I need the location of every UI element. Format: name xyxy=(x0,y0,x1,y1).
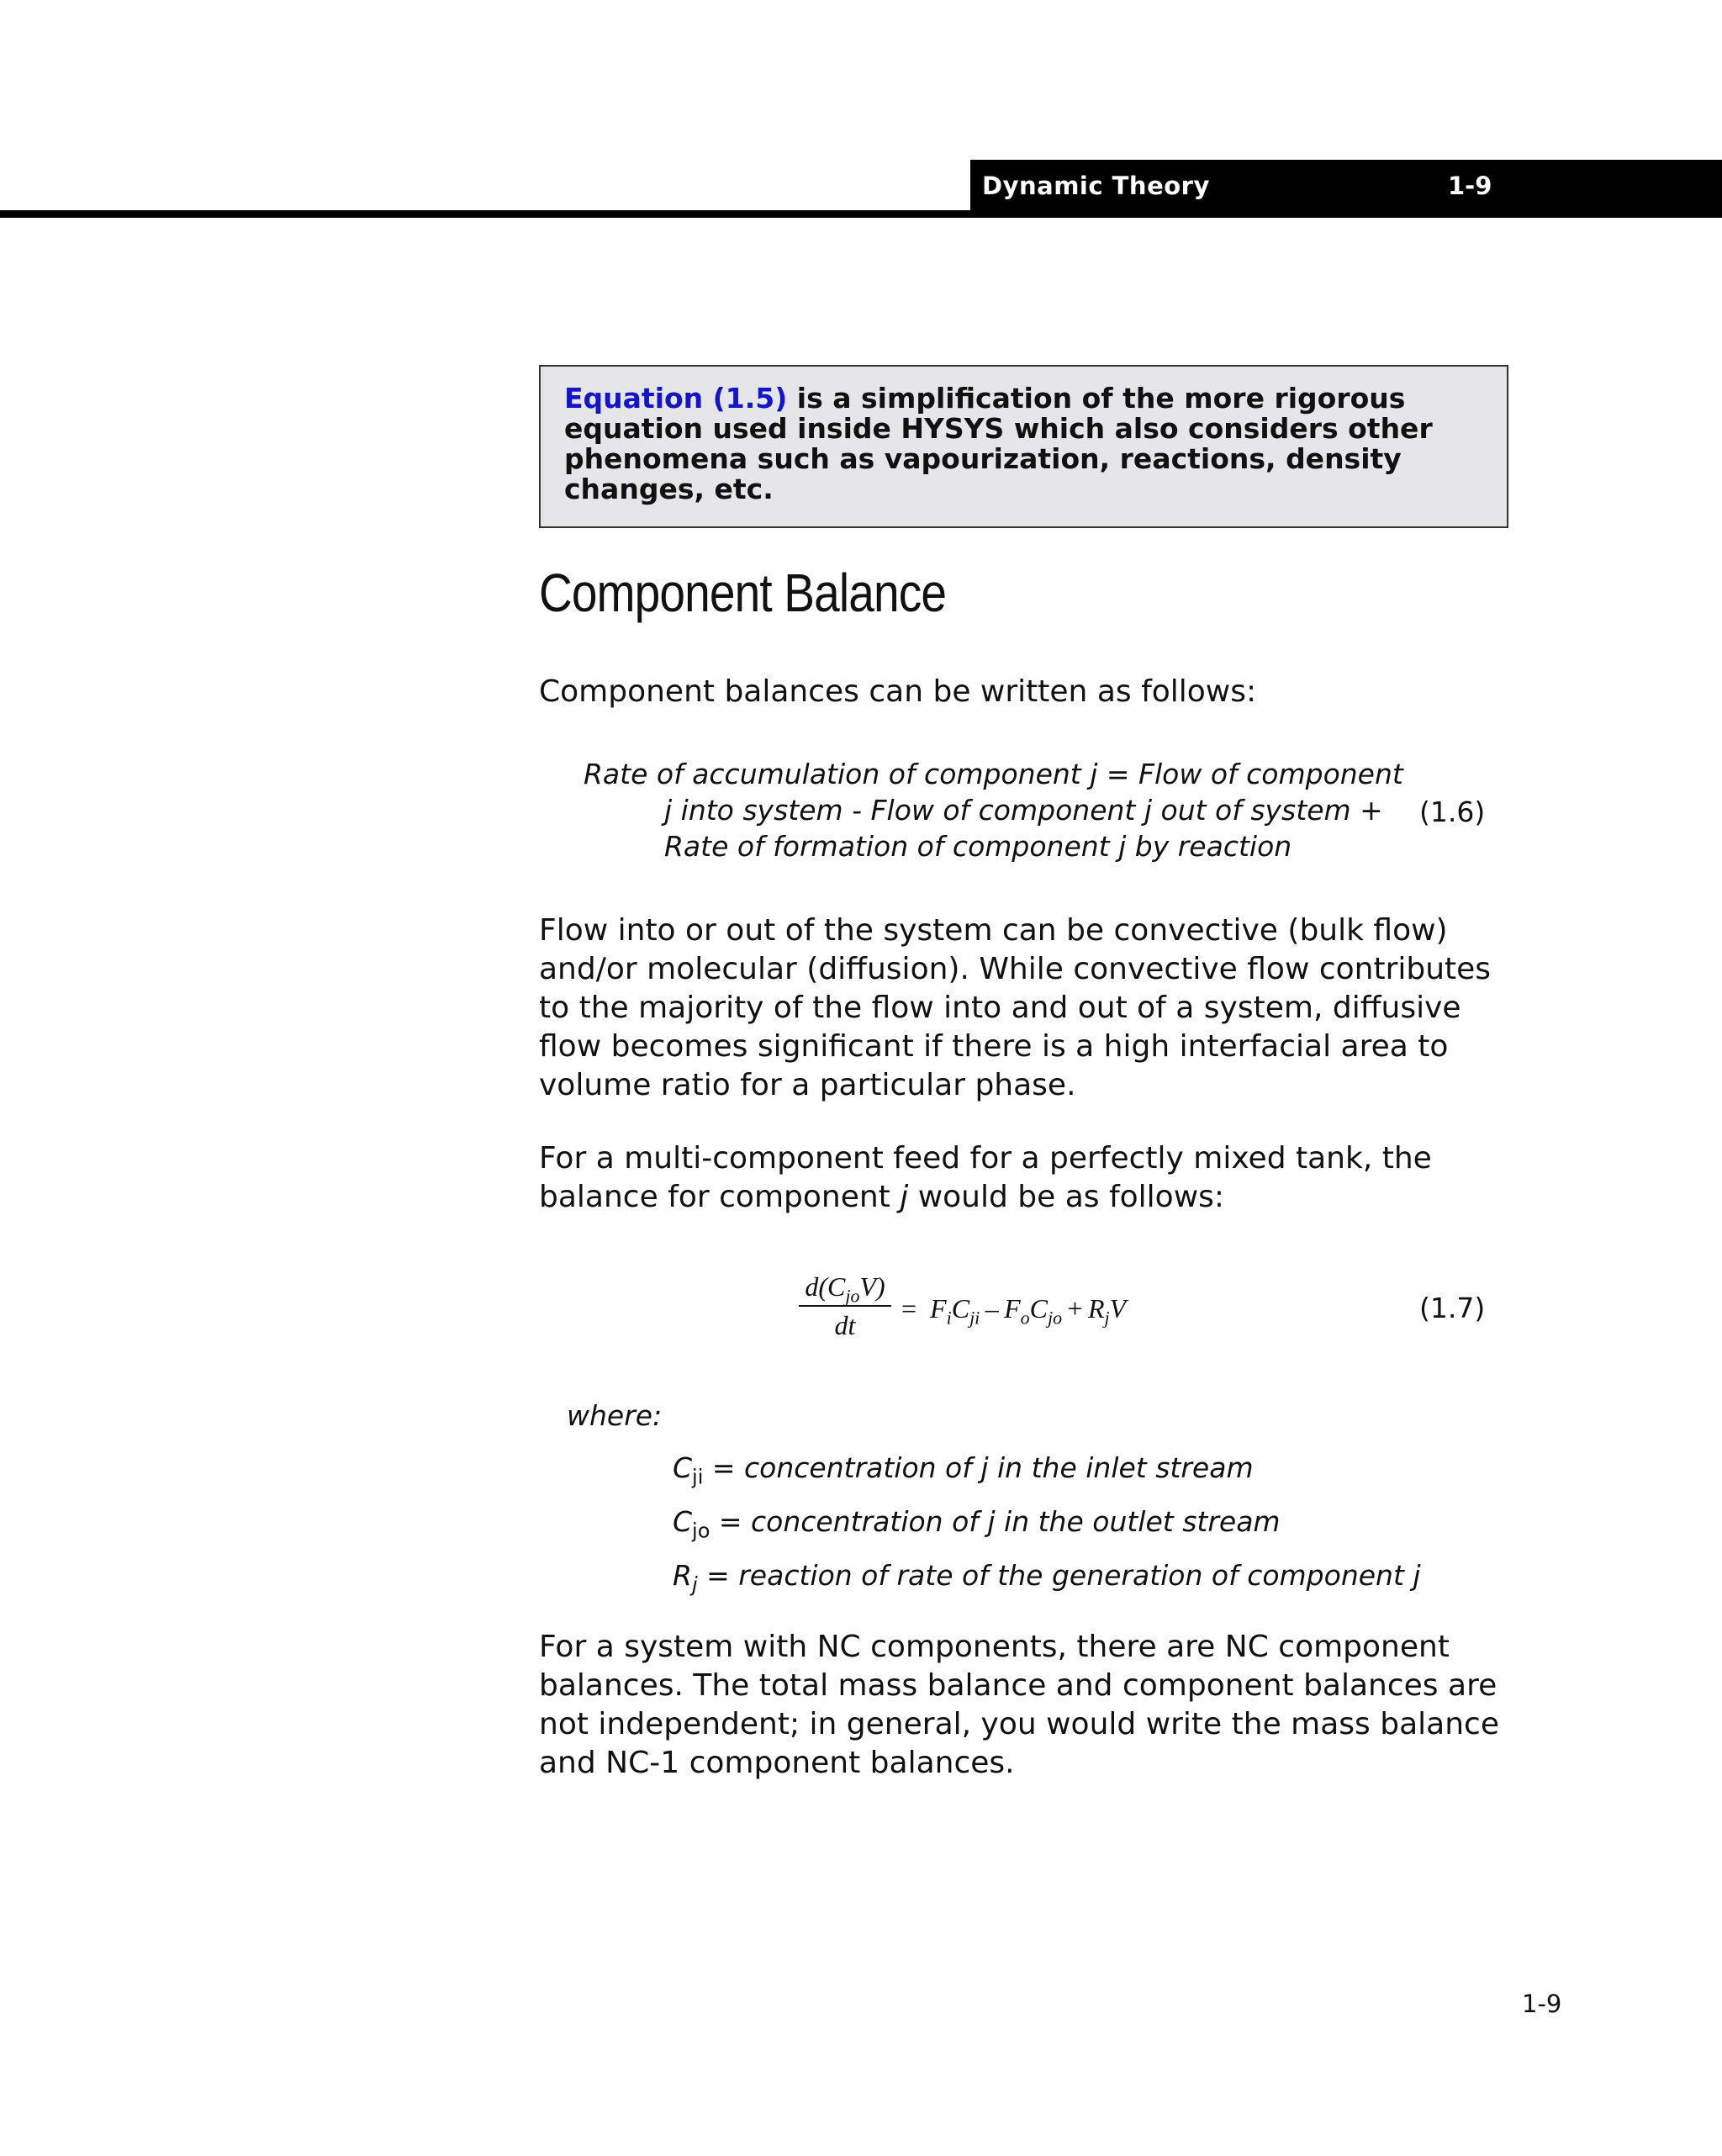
footer-page-number: 1-9 xyxy=(1522,1990,1562,2018)
final-paragraph: For a system with NC components, there are NC component balances. The total mass balance and component balances are not independent; in general, you would write the mass balance and NC-1 component balances. xyxy=(539,1630,1499,1780)
multi-part-2: would be as follows: xyxy=(908,1180,1225,1214)
equation-1-6-number: (1.6) xyxy=(1419,795,1486,828)
flow-paragraph: Flow into or out of the system can be convective (bulk flow) and/or molecular (diffusion). While convective flow contributes to the majority of the flow into and out of a system, diffusive flow becomes significant if there is a high interfacial area to volume ratio for a particular phase. xyxy=(539,913,1492,1102)
multi-part-1: For a multi-component feed for a perfectly mixed tank, the balance for component xyxy=(539,1141,1432,1214)
header-page-number: 1-9 xyxy=(1448,172,1492,200)
fraction-numerator: $d(C_{jo}V)$ xyxy=(805,1271,885,1307)
header-section-title: Dynamic Theory xyxy=(982,172,1210,200)
equation-1-6-line-3: Rate of formation of component j by reaction xyxy=(664,830,1292,863)
multi-component-paragraph xyxy=(539,1139,1506,1217)
equation-1-7-number: (1.7) xyxy=(1419,1292,1486,1324)
fraction-denominator: dt xyxy=(834,1310,856,1340)
equation-1-7-rhs: = $F_iC_{ji} - F_oC_{jo} + R_jV$ xyxy=(901,1293,1127,1329)
note-body: is a simplification of the more rigorous equation used inside HYSYS which also considers other phenomena such as vapourization, reactions, density changes, etc. xyxy=(564,382,1433,505)
definition-cjo: $C_{jo}$ = concentration of j in the outlet stream xyxy=(673,1505,1281,1543)
multi-variable: j xyxy=(900,1180,909,1214)
definition-rj: $R_j$ = reaction of rate of the generation of component j xyxy=(673,1559,1421,1597)
section-heading: Component Balance xyxy=(539,563,947,623)
definition-cji: $C_{ji}$ = concentration of j in the inlet stream xyxy=(673,1451,1254,1489)
equation-1-6-line-1: Rate of accumulation of component j = Flow of component xyxy=(584,758,1403,790)
where-label: where: xyxy=(567,1399,663,1432)
equation-link[interactable]: Equation (1.5) xyxy=(564,382,788,415)
note-box xyxy=(539,365,1508,528)
intro-paragraph: Component balances can be written as follows: xyxy=(539,674,1257,709)
equation-1-7-fraction xyxy=(799,1270,891,1340)
note-text xyxy=(564,383,1483,505)
equation-1-6-line-2: j into system - Flow of component j out of system + xyxy=(664,794,1383,827)
